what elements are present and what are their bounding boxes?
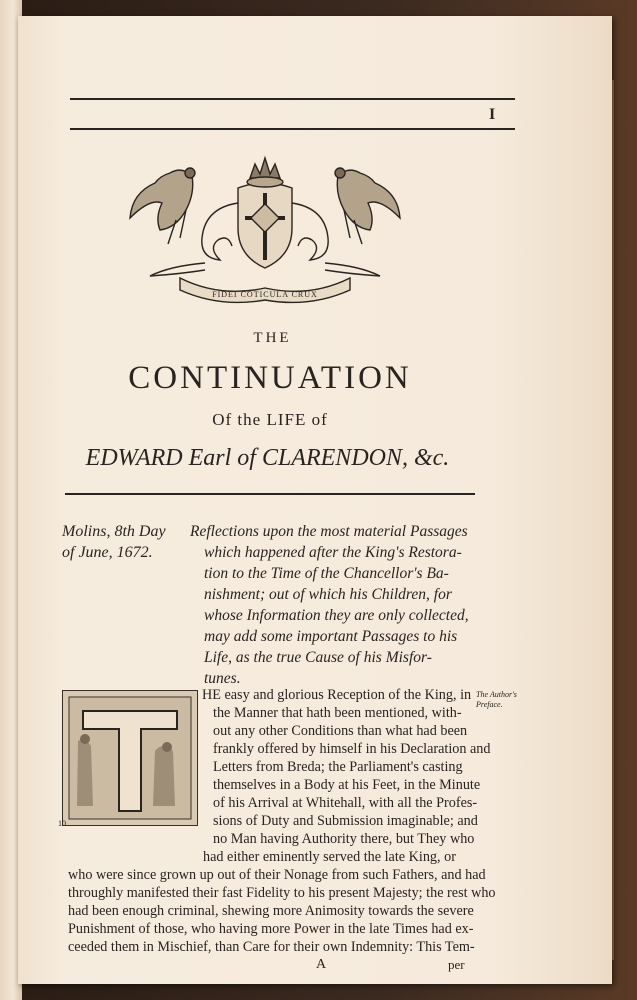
catchword: per bbox=[448, 957, 465, 972]
body-line-6: themselves in a Body at his Feet, in the Minute bbox=[213, 777, 481, 793]
reflections-line-5: whose Information they are only collected, bbox=[204, 607, 469, 624]
body-line-7: of his Arrival at Whitehall, with all the Profes- bbox=[213, 795, 478, 811]
body-line-8: sions of Duty and Submission imaginable; and bbox=[213, 813, 478, 829]
title-edward-earl: EDWARD Earl of CLARENDON, &c. bbox=[85, 445, 450, 471]
body-line-1: HE easy and glorious Reception of the King, in bbox=[202, 687, 472, 703]
title-the: THE bbox=[253, 330, 292, 346]
line-number: 10 bbox=[58, 819, 66, 828]
reflections-line-6: may add some important Passages to his bbox=[204, 628, 458, 645]
reflections-line-8: tunes. bbox=[204, 670, 241, 687]
title-of-the-life: Of the LIFE of bbox=[212, 410, 328, 429]
margin-note-line-2: Preface. bbox=[476, 700, 503, 709]
sidenote-line-1: Molins, 8th Day bbox=[62, 523, 166, 540]
body-full-line-4: Punishment of those, who having more Power in the late Times had ex- bbox=[68, 921, 474, 937]
page-number: I bbox=[489, 106, 496, 123]
body-line-5: Letters from Breda; the Parliament's casting bbox=[213, 759, 463, 775]
body-line-10: had either eminently served the late King, or bbox=[203, 849, 456, 865]
margin-note-line-1: The Author's bbox=[476, 690, 517, 699]
body-line-4: frankly offered by himself in his Declaration and bbox=[213, 741, 491, 757]
reflections-line-4: nishment; out of which his Children, for bbox=[204, 586, 452, 603]
body-line-9: no Man having Authority there, but They who bbox=[213, 831, 475, 847]
header-rule bbox=[70, 128, 515, 130]
reflections-line-2: which happened after the King's Restora- bbox=[204, 544, 462, 561]
signature-mark: A bbox=[316, 957, 327, 972]
title-rule bbox=[65, 493, 475, 495]
title-continuation: CONTINUATION bbox=[128, 360, 412, 396]
reflections-line-1: Reflections upon the most material Passages bbox=[190, 523, 468, 540]
top-rule bbox=[70, 98, 515, 100]
body-full-line-5: ceeded them in Mischief, than Care for their own Indemnity: This Tem- bbox=[68, 939, 475, 955]
drop-cap-t-image bbox=[62, 690, 198, 826]
coat-of-arms-image bbox=[110, 148, 420, 308]
crest-motto-text: FIDEI COTICULA CRUX bbox=[212, 290, 318, 299]
body-full-line-3: had been enough criminal, shewing more Animosity towards the severe bbox=[68, 903, 474, 919]
reflections-line-7: Life, as the true Cause of his Misfor- bbox=[204, 649, 432, 666]
reflections-line-3: tion to the Time of the Chancellor's Ba- bbox=[204, 565, 449, 582]
body-full-line-2: throughly manifested their fast Fidelity to his present Majesty; the rest who bbox=[68, 885, 496, 901]
body-line-2: the Manner that hath been mentioned, with- bbox=[213, 705, 462, 721]
sidenote-line-2: of June, 1672. bbox=[62, 544, 153, 561]
body-line-3: out any other Conditions than what had been bbox=[213, 723, 468, 739]
body-full-line-1: who were since grown up out of their Nonage from such Fathers, and had bbox=[68, 867, 486, 883]
